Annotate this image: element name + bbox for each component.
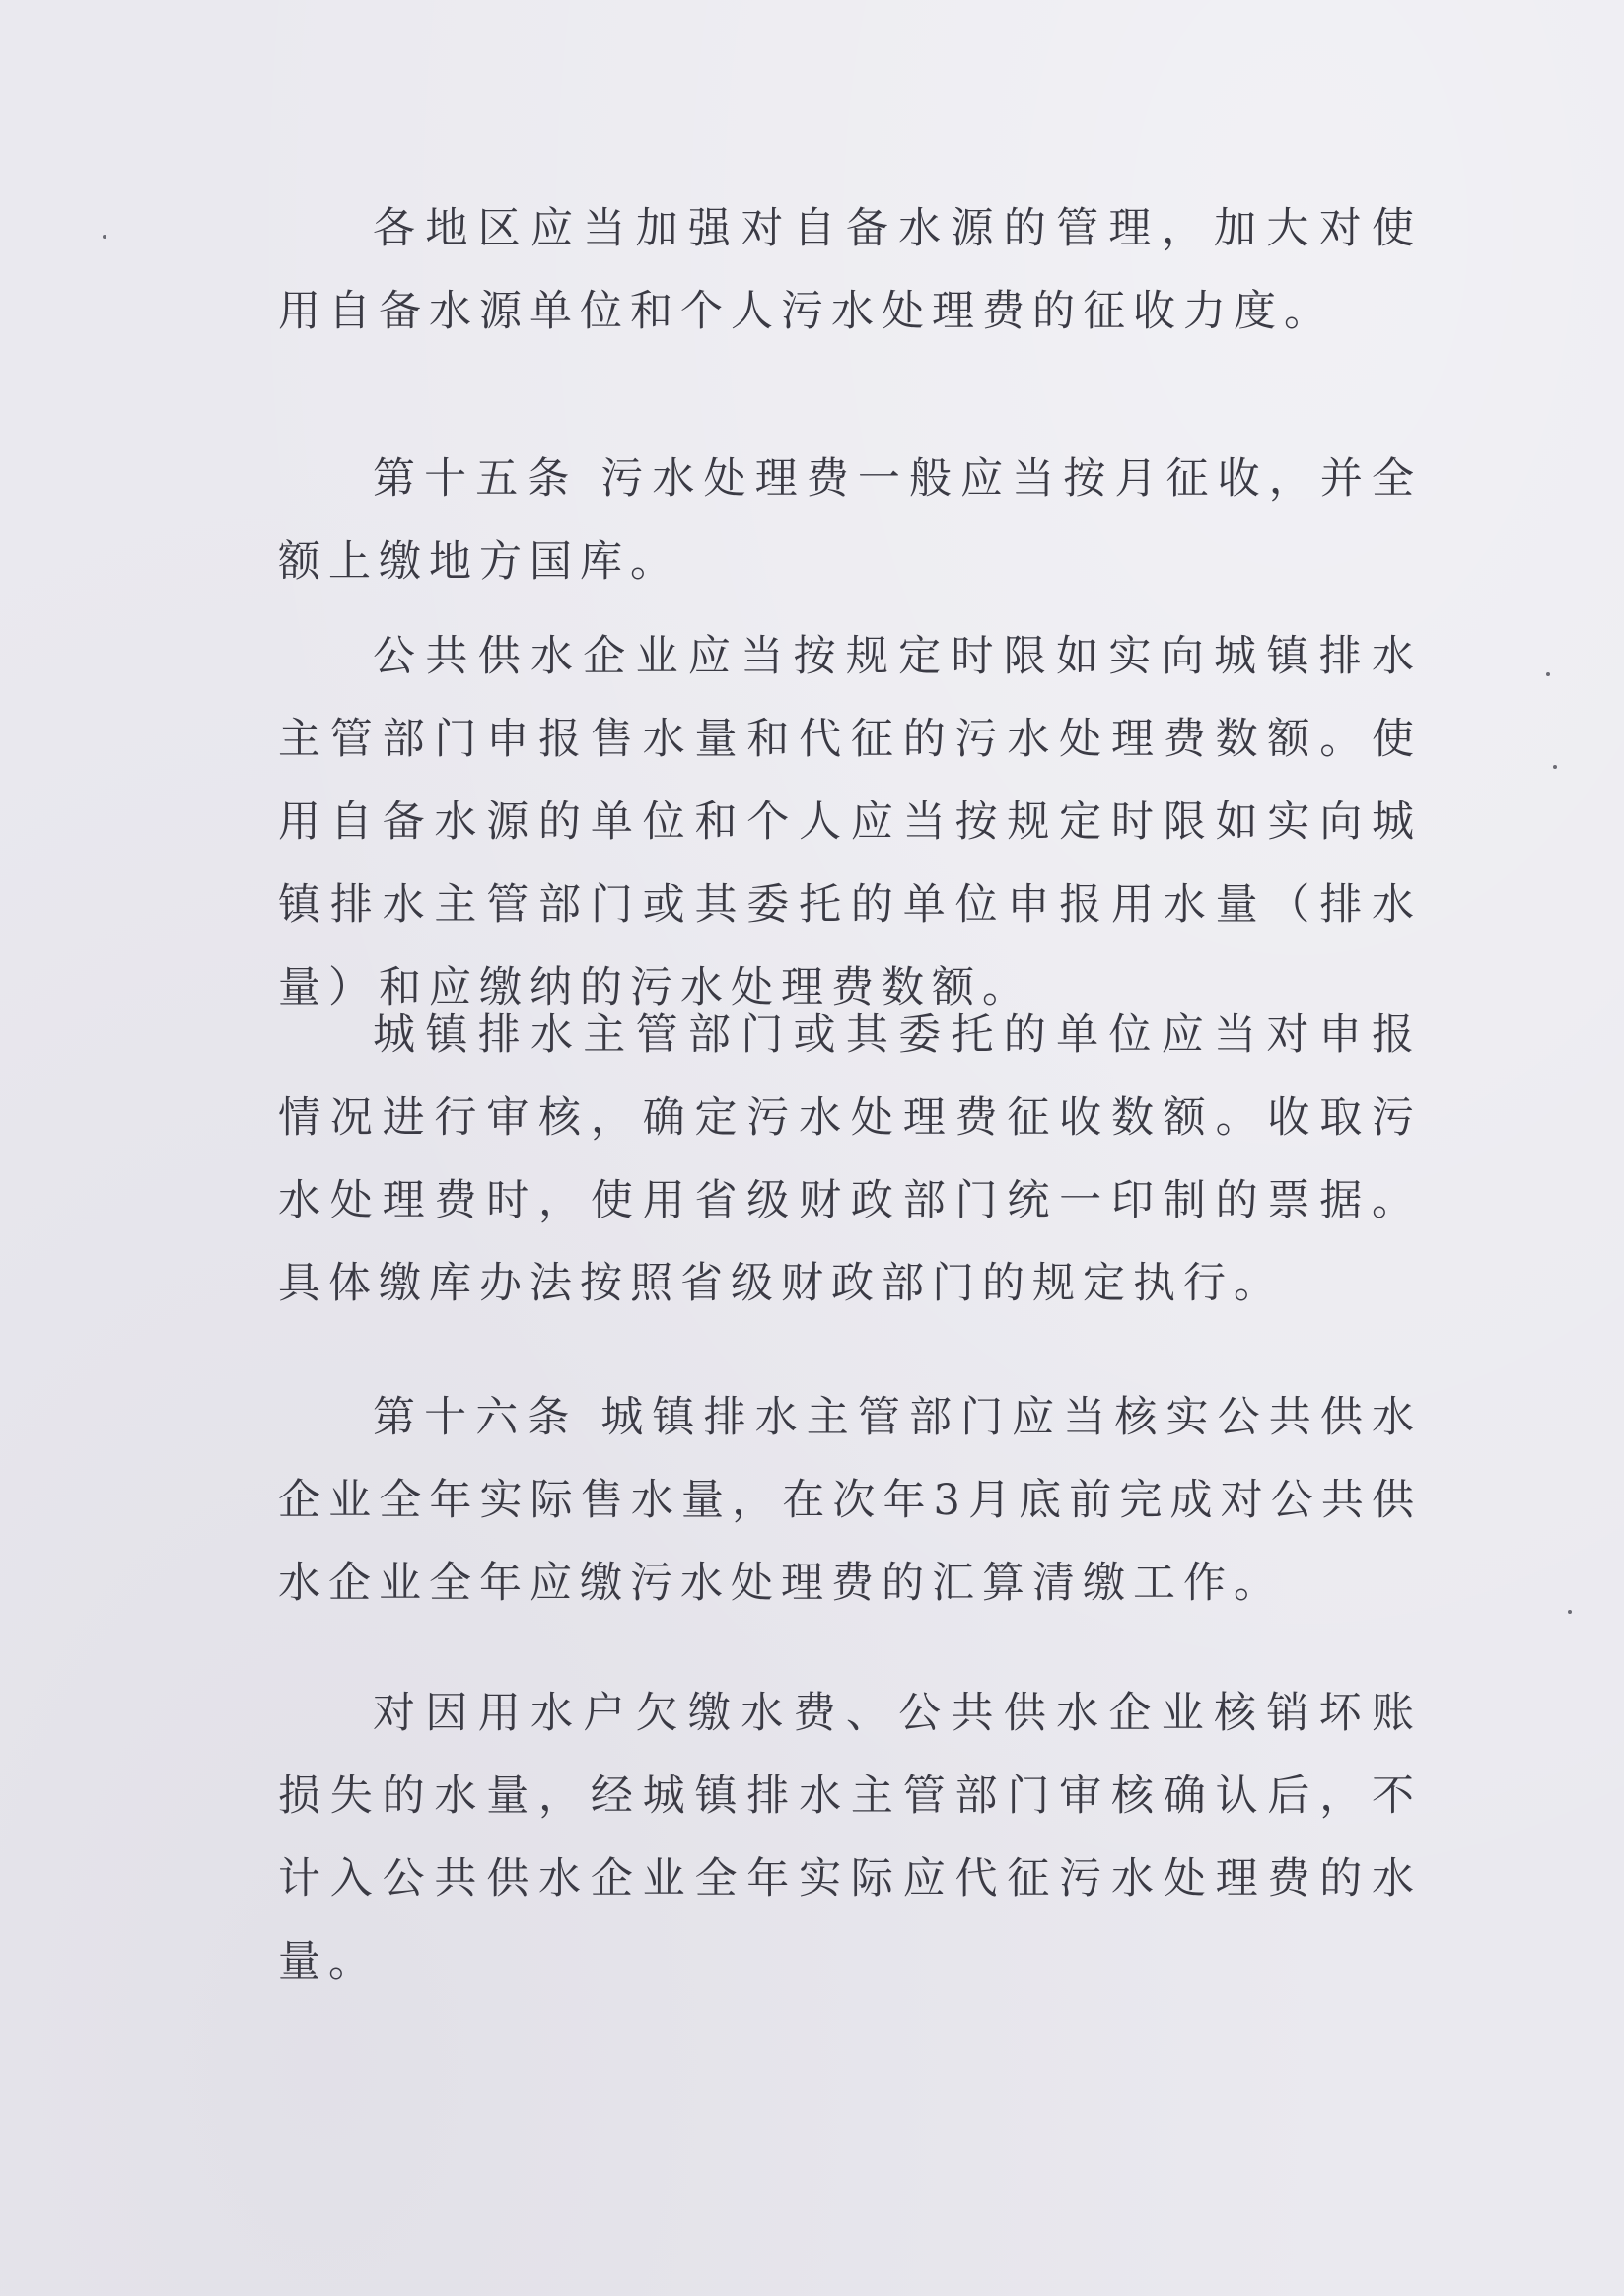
paragraph-self-supplied-water: 各地区应当加强对自备水源的管理，加大对使用自备水源单位和个人污水处理费的征收力度。	[278, 204, 1422, 336]
paragraph-bad-debt: 对因用水户欠缴水费、公共供水企业核销坏账损失的水量，经城镇排水主管部门审核确认后，不计入公共供水企业全年实际应代征污水处理费的水量。	[278, 1689, 1422, 1986]
paragraph-declaration: 公共供水企业应当按规定时限如实向城镇排水主管部门申报售水量和代征的污水处理费数额。使用自备水源的单位和个人应当按规定时限如实向城镇排水主管部门或其委托的单位申报用水量（排水量）和应缴纳的污水处理费数额。	[278, 632, 1422, 1012]
article-15-paragraph: 第十五条 污水处理费一般应当按月征收，并全额上缴地方国库。	[278, 454, 1422, 587]
scan-speck	[1553, 765, 1557, 769]
paragraph-review: 城镇排水主管部门或其委托的单位应当对申报情况进行审核，确定污水处理费征收数额。收取污水处理费时，使用省级财政部门统一印制的票据。具体缴库办法按照省级财政部门的规定执行。	[278, 1010, 1422, 1308]
scan-speck	[1568, 1610, 1572, 1614]
scan-speck	[1546, 672, 1550, 676]
article-16-paragraph: 第十六条 城镇排水主管部门应当核实公共供水企业全年实际售水量，在次年3月底前完成对公共供水企业全年应缴污水处理费的汇算清缴工作。	[278, 1393, 1422, 1608]
scan-speck	[103, 235, 106, 239]
